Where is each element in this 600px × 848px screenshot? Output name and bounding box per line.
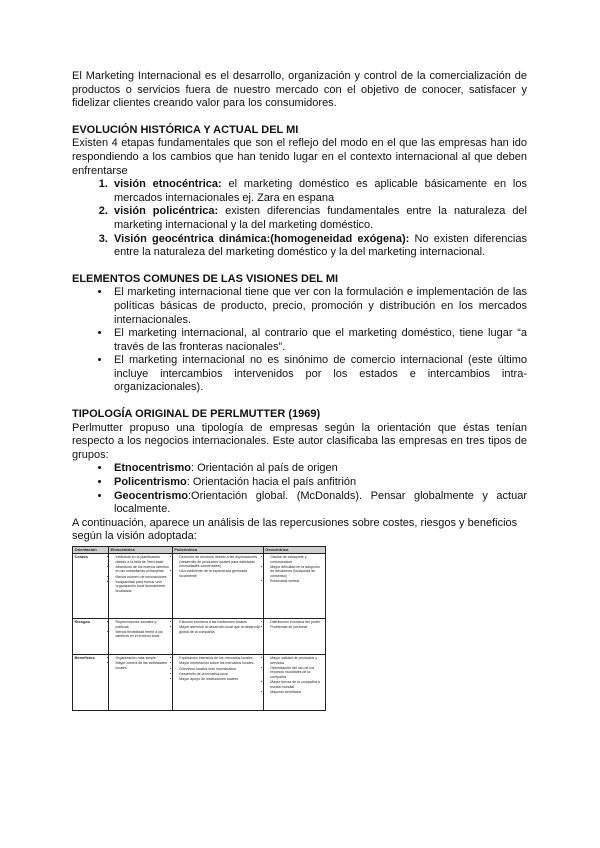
perlmutter-table bbox=[72, 546, 326, 711]
section-title-elementos: ELEMENTOS COMUNES DE LAS VISIONES DEL MI bbox=[72, 272, 339, 285]
list-item: • El marketing internacional, al contrario que el marketing doméstico, tiene lugar “a través de las fronteras nacionales”. bbox=[111, 327, 527, 354]
list-item: • El marketing internacional tiene que ver con la formulación e implementación de las políticas básicas de producto, precio, promoción y distribución en los mercados internacionales. bbox=[111, 286, 527, 327]
list-item: 1. visión etnocéntrica: el marketing doméstico es aplicable básicamente en los mercados internacionales ej. Zara en espana bbox=[111, 178, 527, 205]
elementos-list bbox=[72, 286, 527, 395]
tipologia-list bbox=[72, 462, 527, 516]
evolucion-list bbox=[72, 178, 527, 260]
evolucion-paragraph: Existen 4 etapas fundamentales que son el reflejo del modo en el que las empresas han ido respondiendo a los cambios que han tenido lugar en el contexto internacional al que deben enfrentarse bbox=[72, 137, 527, 177]
section-title-tipologia: TIPOLOGÍA ORIGINAL DE PERLMUTTER (1969) bbox=[72, 408, 321, 421]
section-tipologia bbox=[72, 408, 527, 710]
table-cell: • Gastos de transporte y comunicación • Mayor dificultad en la adopción de decisiones (búsqueda de consenso) • Burocracia central bbox=[263, 553, 325, 618]
table-cell: • Repercusiones sociales y políticas • Menos flexibilidad frente a los cambios en el entorno local bbox=[109, 618, 173, 654]
section-title-evolucion: EVOLUCIÓN HISTÓRICA Y ACTUAL DEL MI bbox=[72, 123, 299, 136]
table-header-cell: Policéntrica bbox=[172, 547, 263, 554]
tipologia-paragraph: Perlmutter propuso una tipología de empresas según la orientación que éstas tenían respecto a los negocios internacionales. Este autor clasificaba las empresas en tres tipos de grupos: bbox=[72, 421, 527, 461]
table-row bbox=[73, 618, 326, 654]
table-cell: • Explotación intensiva de los mercados locales • Mayor información sobre los mercados locales • Directivos locales más incentivados • Desarrollo de la iniciativa local • Mayor apoyo de instituciones locales bbox=[172, 654, 263, 710]
list-item: • Etnocentrismo: Orientación al país de origen bbox=[111, 462, 527, 476]
table-cell: • Distribución excesiva del poder • Problemas de personal bbox=[263, 618, 325, 654]
table-cell: • Ineficacia en la planificación debido a la falta de 'feed-back' • Abandono de los buenos talentos en las subsidiarias extranjeras • Menos número de innovaciones • Incapacidad para formar una organización local buenamente localizada bbox=[109, 553, 173, 618]
list-item: 3. Visión geocéntrica dinámica:(homogeneidad exógena): No existen diferencias entre la naturaleza del marketing doméstico y la del marketing internacional. bbox=[111, 233, 527, 260]
row-label-costes: Costes bbox=[73, 553, 109, 618]
table-cell: • Elección excesiva a las tradiciones locales • Mayor atención al desarrollo local que al desarrollo global de la compañía bbox=[172, 618, 263, 654]
list-item: 2. visión policéntrica: existen diferencias fundamentales entre la naturaleza del marketing internacional y la del marketing doméstico. bbox=[111, 205, 527, 232]
row-label-beneficios: Beneficios bbox=[73, 654, 109, 710]
list-item: • Policentrismo: Orientación hacia el país anfitrión bbox=[111, 476, 527, 490]
row-label-riesgos: Riesgos bbox=[73, 618, 109, 654]
list-item: • El marketing internacional no es sinónimo de comercio internacional (este último incluye intercambios intervenidos por los estados e intercambios intra-organizacionales). bbox=[111, 354, 527, 395]
document-content bbox=[72, 70, 527, 711]
table-header-cell: Geocéntrica bbox=[263, 547, 325, 554]
table-cell: • Mayor calidad de productos y servicios • Optimización del uso de los recursos mundiales de la compañía • Mayor fuerza de la compañía a escala mundial • Mayores beneficios bbox=[263, 654, 325, 710]
tipologia-after-paragraph: A continuación, aparece un análisis de las repercusiones sobre costes, riesgos y beneficios según la visión adoptada: bbox=[72, 516, 518, 543]
table-row bbox=[73, 553, 326, 618]
table-header-cell: Orientación bbox=[73, 547, 109, 554]
intro-paragraph: El Marketing Internacional es el desarrollo, organización y control de la comercialización de productos o servicios fuera de nuestro mercado con el objetivo de conocer, satisfacer y fidelizar clientes creando valor para los consumidores. bbox=[72, 70, 527, 110]
section-evolucion bbox=[72, 124, 527, 260]
list-item: • Geocentrismo:Orientación global. (McDonalds). Pensar globalmente y actuar localmente. bbox=[111, 490, 527, 517]
table-header-cell: Etnocéntrica bbox=[109, 547, 173, 554]
table-cell: • Derroche de recursos debido a las duplicaciones (desarrollo de productos locales para satisfacer necesidades comerciales) • Uso ineficiente de la experiencia generada localmente bbox=[172, 553, 263, 618]
section-elementos bbox=[72, 273, 527, 395]
table-row bbox=[73, 654, 326, 710]
table-cell: • Organización más simple • Mayor control de las actividades locales bbox=[109, 654, 173, 710]
